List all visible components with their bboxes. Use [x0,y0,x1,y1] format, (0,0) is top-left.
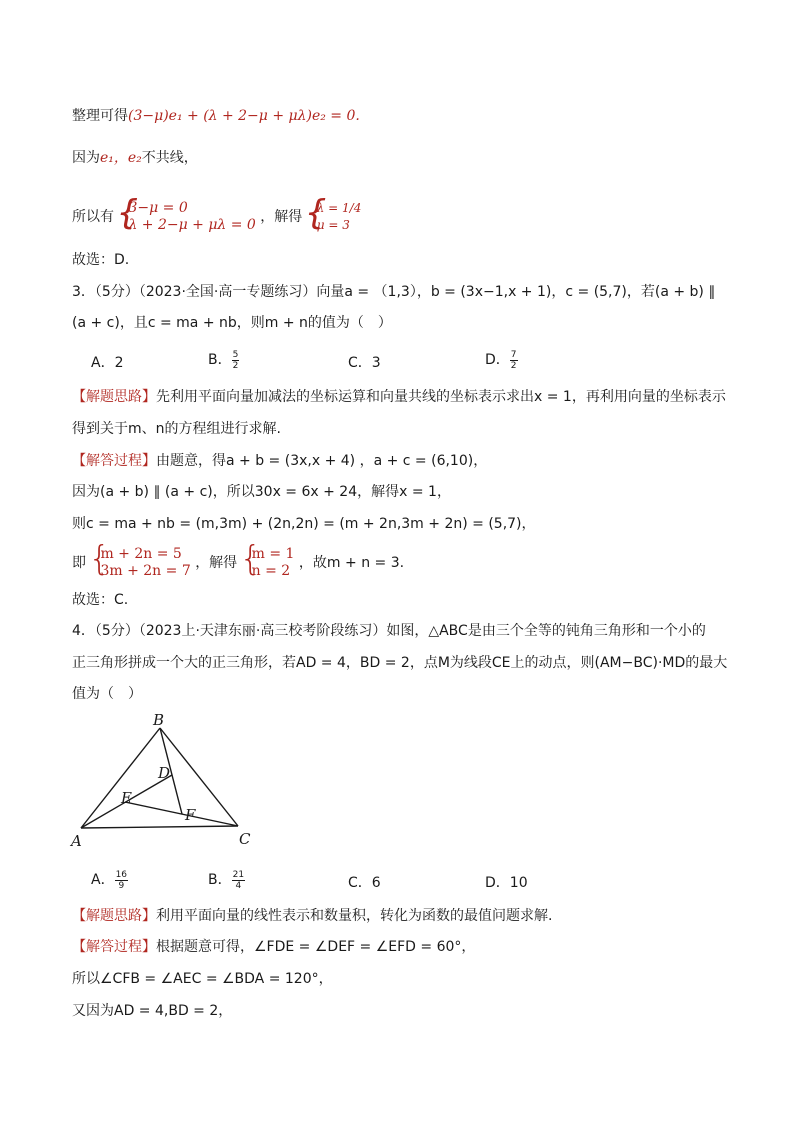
option-label: C． [348,355,372,371]
numerator: 16 [115,869,128,880]
q4-option-b [208,869,245,891]
triangle-figure [66,710,266,855]
label-d: D [158,764,171,782]
eq-row: 3m + 2n = 7 [100,563,191,579]
option-label: B． [208,352,232,368]
eq-row: μ = 3 [316,218,350,232]
q3-option-d [485,349,518,371]
numerator: 7 [510,349,517,360]
q3-answer: 故选：C. [72,592,129,608]
option-value: 2 [114,355,124,371]
q3-stem-line2: (a + c)，且c = ma + nb，则m + n的值为（ ） [72,315,392,331]
solution-system [307,200,362,234]
process-tag: 【解答过程】 [72,939,156,955]
text: 所以有 [72,209,114,225]
equation-system [90,546,190,580]
q4-proc-line1 [72,937,475,957]
solution-system [242,546,295,580]
q4-option-c [348,872,381,892]
option-label: A． [91,355,115,371]
fraction [232,870,245,891]
option-value: 6 [371,875,381,891]
q3-proc-line3: 则c = ma + nb = (m,3m) + (2n,2n) = (m + 2n,3m + 2n) = (5,7)， [72,516,536,532]
fraction [232,350,240,371]
edge-ac [81,826,238,828]
label-f: F [185,806,196,824]
denominator: 2 [510,360,517,371]
numerator: 5 [232,349,239,360]
q4-option-a [91,869,128,891]
text: ，解得 [195,555,238,571]
text: 因为 [72,150,100,166]
eq-row: { 3−μ = 0 [128,200,188,216]
option-label: D． [485,875,510,891]
q3-option-a [91,352,124,372]
q2-line-system [72,200,361,234]
text: 整理可得 [72,108,128,124]
eq-row: { λ = 1/4 [316,201,362,215]
q3-proc-line1 [72,451,487,471]
idea-tag: 【解题思路】 [72,908,156,924]
eq-row: n = 2 [251,563,291,579]
idea-tag: 【解题思路】 [72,389,156,405]
equation-system [118,200,255,234]
q3-proc-line4 [72,546,404,580]
eq-row: { m + 2n = 5 [100,546,182,562]
denominator: 2 [232,360,239,371]
label-e: E [121,789,132,807]
math: (3−μ)e₁ + (λ + 2−μ + μλ)e₂ = 0. [128,108,360,124]
q4-stem-line2: 正三角形拼成一个大的正三角形，若AD = 4，BD = 2，点M为线段CE上的动点，则(AM−BC)·MD的最大 [72,655,728,671]
q2-line-noncollinear [72,148,198,168]
q3-idea-line1 [72,387,726,407]
option-value: 10 [509,875,528,891]
label-c: C [239,830,251,848]
label-a: A [71,832,82,850]
text: ，解得 [260,209,303,225]
q2-line-simplify [72,106,360,126]
option-label: B． [208,872,232,888]
option-label: A． [91,872,115,888]
text: 利用平面向量的线性表示和数量积，转化为函数的最值问题求解. [156,908,553,924]
edge-ab [81,728,160,828]
text: 不共线， [141,150,198,166]
text: 先利用平面向量加减法的坐标运算和向量共线的坐标表示求出x = 1，再利用向量的坐标表示 [156,389,726,405]
q4-proc-line2: 所以∠CFB = ∠AEC = ∠BDA = 120°， [72,971,333,987]
option-value: 3 [371,355,381,371]
fraction [115,870,128,891]
option-label: C． [348,875,372,891]
text: 根据题意可得，∠FDE = ∠DEF = ∠EFD = 60°， [156,939,476,955]
q3-option-c [348,352,381,372]
process-tag: 【解答过程】 [72,453,156,469]
numerator: 21 [232,869,245,880]
q4-option-d [485,872,528,892]
q2-answer: 故选：D. [72,252,130,268]
q3-stem-line1: 3．（5分）（2023·全国·高一专题练习）向量a = （1,3），b = (3x−1,x + 1)，c = (5,7)，若(a + b) ∥ [72,284,716,300]
q4-stem-line1: 4．（5分）（2023上·天津东丽·高三校考阶段练习）如图，△ABC是由三个全等的钝角三角形和一个小的 [72,623,706,639]
denominator: 4 [235,880,242,891]
option-label: D． [485,352,510,368]
q4-stem-line3: 值为（ ） [72,686,142,702]
label-b: B [153,711,165,729]
fraction [510,350,518,371]
text: 即 [72,555,86,571]
q3-proc-line2: 因为(a + b) ∥ (a + c)，所以30x = 6x + 24，解得x = 1， [72,484,451,500]
q4-proc-line3: 又因为AD = 4,BD = 2， [72,1003,233,1019]
q3-option-b [208,349,239,371]
text: 由题意，得a + b = (3x,x + 4) ，a + c = (6,10)， [156,453,488,469]
q3-idea-line2: 得到关于m、n的方程组进行求解. [72,421,281,437]
text: ，故m + n = 3. [298,555,405,571]
eq-row: λ + 2−μ + μλ = 0 [128,217,256,233]
math: e₁，e₂ [100,150,142,166]
eq-row: { m = 1 [251,546,295,562]
q4-idea [72,906,552,926]
denominator: 9 [118,880,125,891]
